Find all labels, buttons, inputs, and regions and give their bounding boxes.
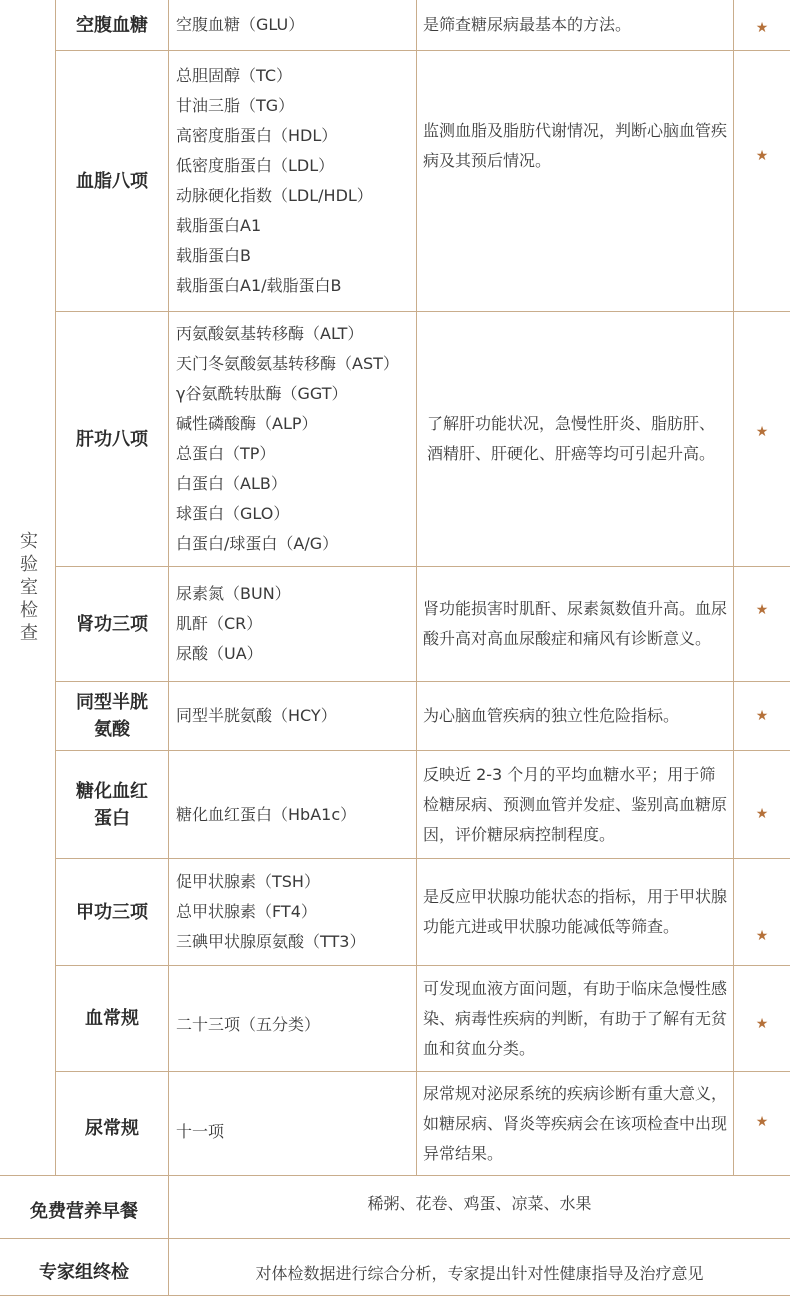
star-icon: ★ bbox=[755, 1016, 769, 1032]
test-name: 血脂八项 bbox=[76, 170, 148, 192]
test-item: 白蛋白（ALB） bbox=[176, 474, 287, 493]
test-item: 十一项 bbox=[176, 1122, 225, 1141]
test-item: 糖化血红蛋白（HbA1c） bbox=[176, 804, 357, 824]
test-item: 丙氨酸氨基转移酶（ALT） bbox=[176, 324, 364, 343]
test-description: 肾功能损害时肌酐、尿素氮数值升高。血尿酸升高对高血尿酸症和痛风有诊断意义。 bbox=[423, 599, 728, 648]
test-name: 糖化血红蛋白 bbox=[76, 780, 148, 829]
test-name: 同型半胱氨酸 bbox=[76, 692, 148, 740]
test-item: 同型半胱氨酸（HCY） bbox=[176, 706, 337, 725]
test-item: 尿酸（UA） bbox=[176, 644, 263, 663]
test-item: 低密度脂蛋白（LDL） bbox=[176, 156, 335, 175]
star-icon: ★ bbox=[755, 602, 769, 618]
test-item: 高密度脂蛋白（HDL） bbox=[176, 126, 338, 145]
test-items bbox=[169, 0, 416, 50]
test-item: 总胆固醇（TC） bbox=[176, 66, 293, 85]
test-item: 促甲状腺素（TSH） bbox=[176, 872, 320, 891]
test-description: 是反应甲状腺功能状态的指标，用于甲状腺功能亢进或甲状腺功能减低等筛查。 bbox=[423, 887, 728, 936]
test-items bbox=[169, 1072, 416, 1192]
test-description: 了解肝功能状况，急慢性肝炎、脂肪肝、酒精肝、肝硬化、肝癌等均可引起升高。 bbox=[427, 414, 716, 463]
test-items bbox=[169, 859, 416, 965]
test-items bbox=[169, 51, 416, 311]
star-icon: ★ bbox=[755, 1114, 769, 1130]
test-name: 甲功三项 bbox=[76, 901, 148, 923]
test-description: 可发现血液方面问题，有助于临床急慢性感染、病毒性疾病的判断，有助于了解有无贫血和贫血分类。 bbox=[423, 978, 728, 1058]
test-description: 是筛查糖尿病最基本的方法。 bbox=[423, 15, 632, 34]
category-label-lab-tests: 实 验 室 检 查 bbox=[20, 531, 38, 644]
test-name: 尿常规 bbox=[85, 1118, 139, 1139]
test-item: 总蛋白（TP） bbox=[176, 444, 276, 463]
test-item: 总甲状腺素（FT4） bbox=[176, 902, 317, 921]
test-item: 肌酐（CR） bbox=[176, 614, 263, 633]
star-icon: ★ bbox=[755, 424, 769, 440]
test-item: 白蛋白/球蛋白（A/G） bbox=[176, 534, 339, 553]
test-item: 载脂蛋白A1/载脂蛋白B bbox=[176, 276, 342, 295]
test-description: 反映近 2-3 个月的平均血糖水平；用于筛检糖尿病、预测血管并发症、鉴别高血糖原因，评价糖尿病控制程度。 bbox=[423, 764, 728, 844]
test-item: 天门冬氨酸氨基转移酶（AST） bbox=[176, 354, 399, 373]
test-item: 二十三项（五分类） bbox=[176, 1014, 321, 1034]
star-icon: ★ bbox=[755, 708, 769, 724]
test-item: 尿素氮（BUN） bbox=[176, 584, 291, 603]
test-item: 载脂蛋白B bbox=[176, 246, 251, 265]
test-name: 肝功八项 bbox=[76, 428, 148, 450]
test-name: 空腹血糖 bbox=[76, 14, 148, 36]
test-item: 三碘甲状腺原氨酸（TT3） bbox=[176, 932, 366, 951]
test-item: 甘油三脂（TG） bbox=[176, 96, 295, 115]
star-icon: ★ bbox=[755, 928, 769, 944]
star-icon: ★ bbox=[755, 806, 769, 822]
test-description: 尿常规对泌尿系统的疾病诊断有重大意义，如糖尿病、肾炎等疾病会在该项检查中出现异常结果。 bbox=[423, 1083, 728, 1163]
test-items bbox=[169, 312, 416, 566]
footer-name: 免费营养早餐 bbox=[30, 1200, 138, 1222]
test-name: 肾功三项 bbox=[76, 613, 148, 635]
test-item: 动脉硬化指数（LDL/HDL） bbox=[176, 186, 373, 205]
test-description: 为心脑血管疾病的独立性危险指标。 bbox=[423, 706, 680, 725]
footer-name: 专家组终检 bbox=[39, 1261, 129, 1283]
test-description: 监测血脂及脂肪代谢情况，判断心脑血管疾病及其预后情况。 bbox=[423, 121, 728, 170]
footer-content: 对体检数据进行综合分析，专家提出针对性健康指导及治疗意见 bbox=[255, 1263, 704, 1283]
test-item: 载脂蛋白A1 bbox=[176, 216, 262, 235]
test-items bbox=[169, 966, 416, 1083]
footer-content: 稀粥、花卷、鸡蛋、凉菜、水果 bbox=[367, 1193, 592, 1213]
test-items bbox=[169, 682, 416, 750]
star-icon: ★ bbox=[755, 20, 769, 36]
test-item: 空腹血糖（GLU） bbox=[176, 15, 305, 34]
star-icon: ★ bbox=[755, 148, 769, 164]
test-name: 血常规 bbox=[85, 1008, 139, 1029]
test-item: 球蛋白（GLO） bbox=[176, 504, 290, 523]
test-items bbox=[169, 567, 416, 681]
test-item: 碱性磷酸酶（ALP） bbox=[176, 414, 318, 433]
test-item: γ谷氨酰转肽酶（GGT） bbox=[176, 384, 348, 403]
